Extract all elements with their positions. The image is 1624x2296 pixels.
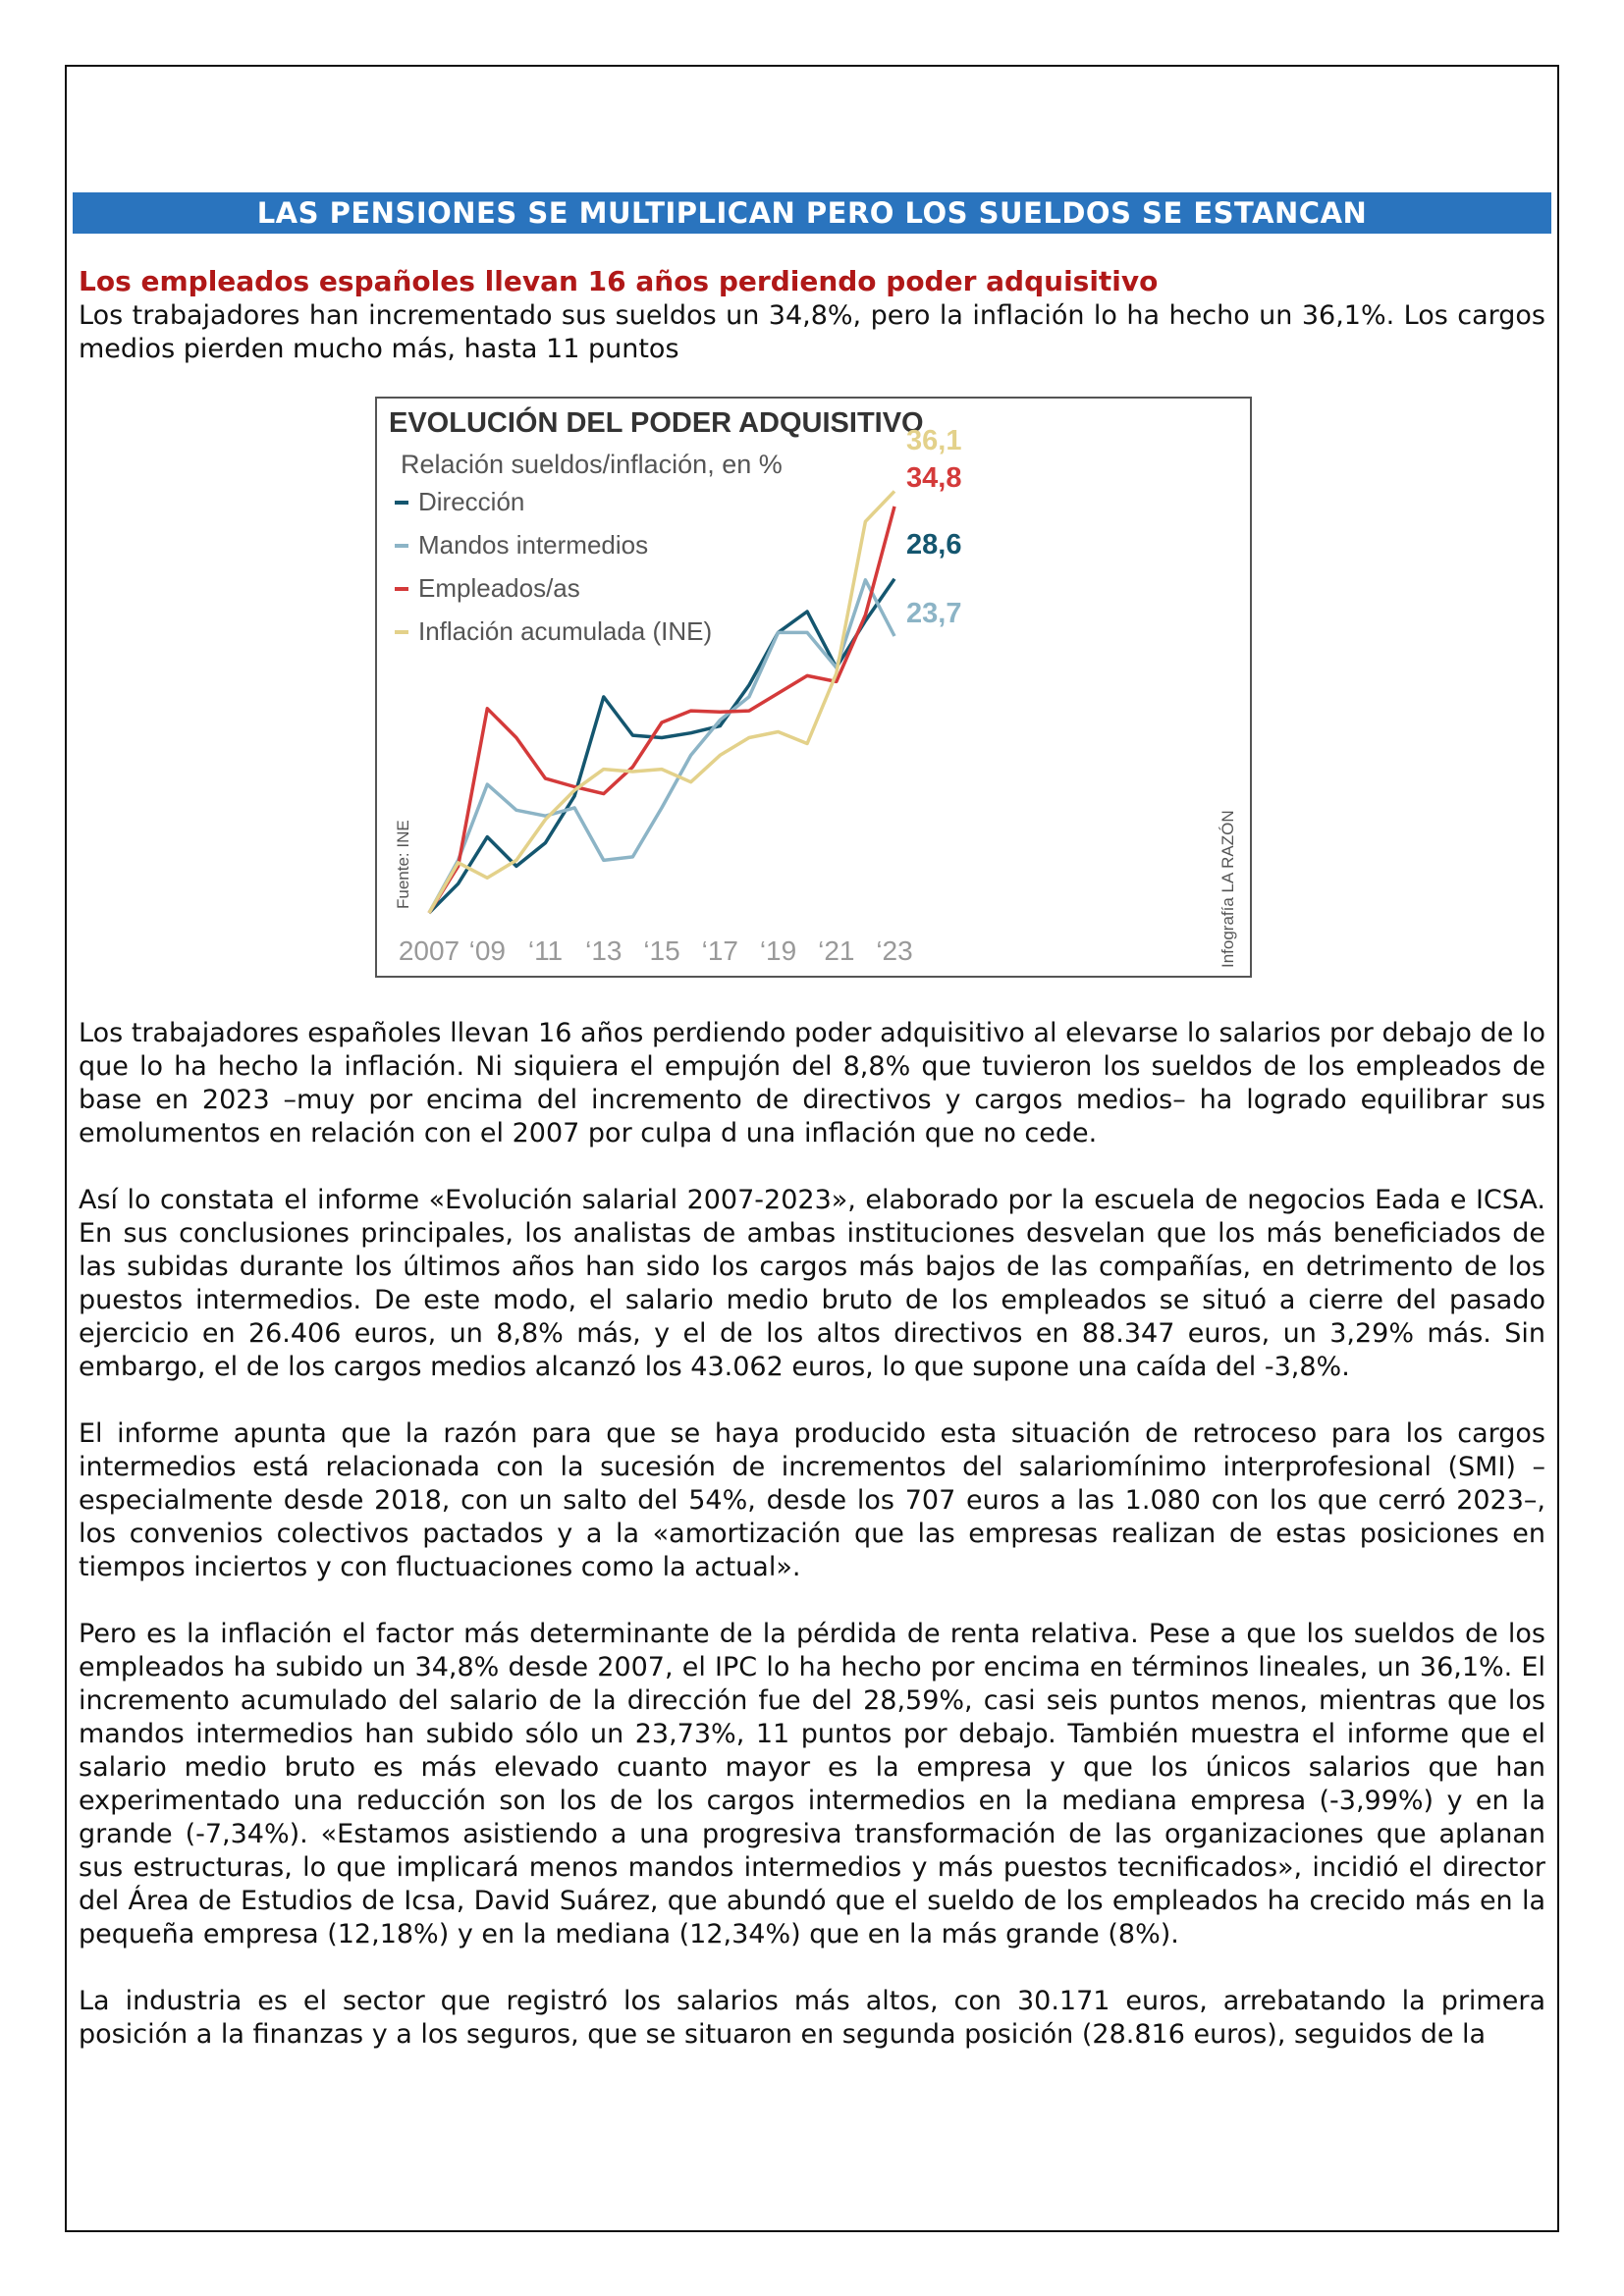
legend-label: Mandos intermedios (418, 530, 649, 560)
series-line (429, 507, 894, 913)
x-tick-label: 2007 (398, 935, 460, 966)
x-tick-label: ‘19 (759, 935, 797, 966)
x-tick-label: ‘09 (468, 935, 506, 966)
legend-label: Dirección (418, 487, 525, 516)
headline-banner: LAS PENSIONES SE MULTIPLICAN PERO LOS SUELDOS SE ESTANCAN (73, 192, 1551, 234)
x-tick-label: ‘11 (527, 935, 564, 966)
paragraph: La industria es el sector que registró los salarios más altos, con 30.171 euros, arrebatando la primera posición a la finanzas y a los seguros, que se situaron en segunda posición (28.816 euros), seguidos de la (79, 1986, 1545, 2050)
series-end-label: 23,7 (906, 598, 962, 629)
article-body (79, 1017, 1545, 2085)
x-tick-label: ‘23 (876, 935, 913, 966)
legend-label: Empleados/as (418, 573, 580, 603)
purchasing-power-chart (375, 397, 1252, 978)
chart-subtitle: Relación sueldos/inflación, en % (401, 450, 783, 479)
chart-svg (377, 399, 1250, 976)
x-tick-label: ‘17 (701, 935, 738, 966)
x-tick-label: ‘15 (643, 935, 680, 966)
article-subtitle: Los empleados españoles llevan 16 años perdiendo poder adquisitivo (79, 265, 1159, 297)
legend-marker (395, 587, 408, 591)
chart-credit: Infografía LA RAZÓN (1218, 810, 1237, 968)
chart-title: EVOLUCIÓN DEL PODER ADQUISITIVO (389, 407, 924, 439)
chart-source: Fuente: INE (394, 820, 412, 909)
paragraph: El informe apunta que la razón para que se haya producido esta situación de retroceso para los cargos intermedios está relacionada con la sucesión de incrementos del salariomínimo interprofesional (SMI) –especialmente desde 2018, con un salto del 54%, desde los 707 euros a las 1.080 con los que cerró 2023–, los convenios colectivos pactados y a la «amortización que las empresas realizan de estas posiciones en tiempos inciertos y con fluctuaciones como la actual». (79, 1418, 1545, 1582)
chart-x-ticks (399, 935, 913, 966)
series-end-label: 36,1 (906, 425, 962, 456)
paragraph: Los trabajadores españoles llevan 16 años perdiendo poder adquisitivo al elevarse lo salarios por debajo de lo que lo ha hecho la inflación. Ni siquiera el empujón del 8,8% que tuvieron los sueldos de los empleados de base en 2023 –muy por encima del incremento de directivos y cargos medios– ha logrado equilibrar sus emolumentos en relación con el 2007 por culpa d una inflación que no cede. (79, 1018, 1545, 1148)
series-end-label: 28,6 (906, 529, 962, 561)
paragraph: Pero es la inflación el factor más determinante de la pérdida de renta relativa. Pese a que los sueldos de los empleados ha subido un 34,8% desde 2007, el IPC lo ha hecho por encima en términos lineales, un 36,1%. El incremento acumulado del salario de la dirección fue del 28,59%, casi seis puntos menos, mientras que los mandos intermedios han subido sólo un 23,73%, 11 puntos por debajo. También muestra el informe que el salario medio bruto es más elevado cuanto mayor es la empresa y que los únicos salarios que han experimentado una reducción son los de los cargos intermedios en la mediana empresa (-3,99%) y en la grande (-7,34%). «Estamos asistiendo a una progresiva transformación de las organizaciones que aplanan sus estructuras, lo que implicará menos mandos intermedios y más puestos tecnificados», incidió el director del Área de Estudios de Icsa, David Suárez, que abundó que el sueldo de los empleados ha crecido más en la pequeña empresa (12,18%) y en la mediana (12,34%) que en la más grande (8%). (79, 1619, 1545, 1949)
paragraph: Así lo constata el informe «Evolución salarial 2007-2023», elaborado por la escuela de negocios Eada e ICSA. En sus conclusiones principales, los analistas de ambas instituciones desvelan que los más beneficiados de las subidas durante los últimos años han sido los cargos más bajos de las compañías, en detrimento de los puestos intermedios. De este modo, el salario medio bruto de los empleados se situó a cierre del pasado ejercicio en 26.406 euros, un 8,8% más, y el de los altos directivos en 88.347 euros, un 3,29% más. Sin embargo, el de los cargos medios alcanzó los 43.062 euros, lo que supone una caída del -3,8%. (79, 1185, 1545, 1382)
x-tick-label: ‘13 (585, 935, 623, 966)
legend-marker (395, 630, 408, 634)
legend-marker (395, 544, 408, 548)
chart-end-labels (906, 425, 961, 629)
x-tick-label: ‘21 (818, 935, 855, 966)
series-end-label: 34,8 (906, 462, 962, 494)
legend-label: Inflación acumulada (INE) (418, 616, 713, 646)
chart-legend (395, 487, 712, 646)
article-lead: Los trabajadores han incrementado sus sueldos un 34,8%, pero la inflación lo ha hecho un 36,1%. Los cargos medios pierden mucho más, hasta 11 puntos (79, 300, 1545, 364)
legend-marker (395, 501, 408, 505)
